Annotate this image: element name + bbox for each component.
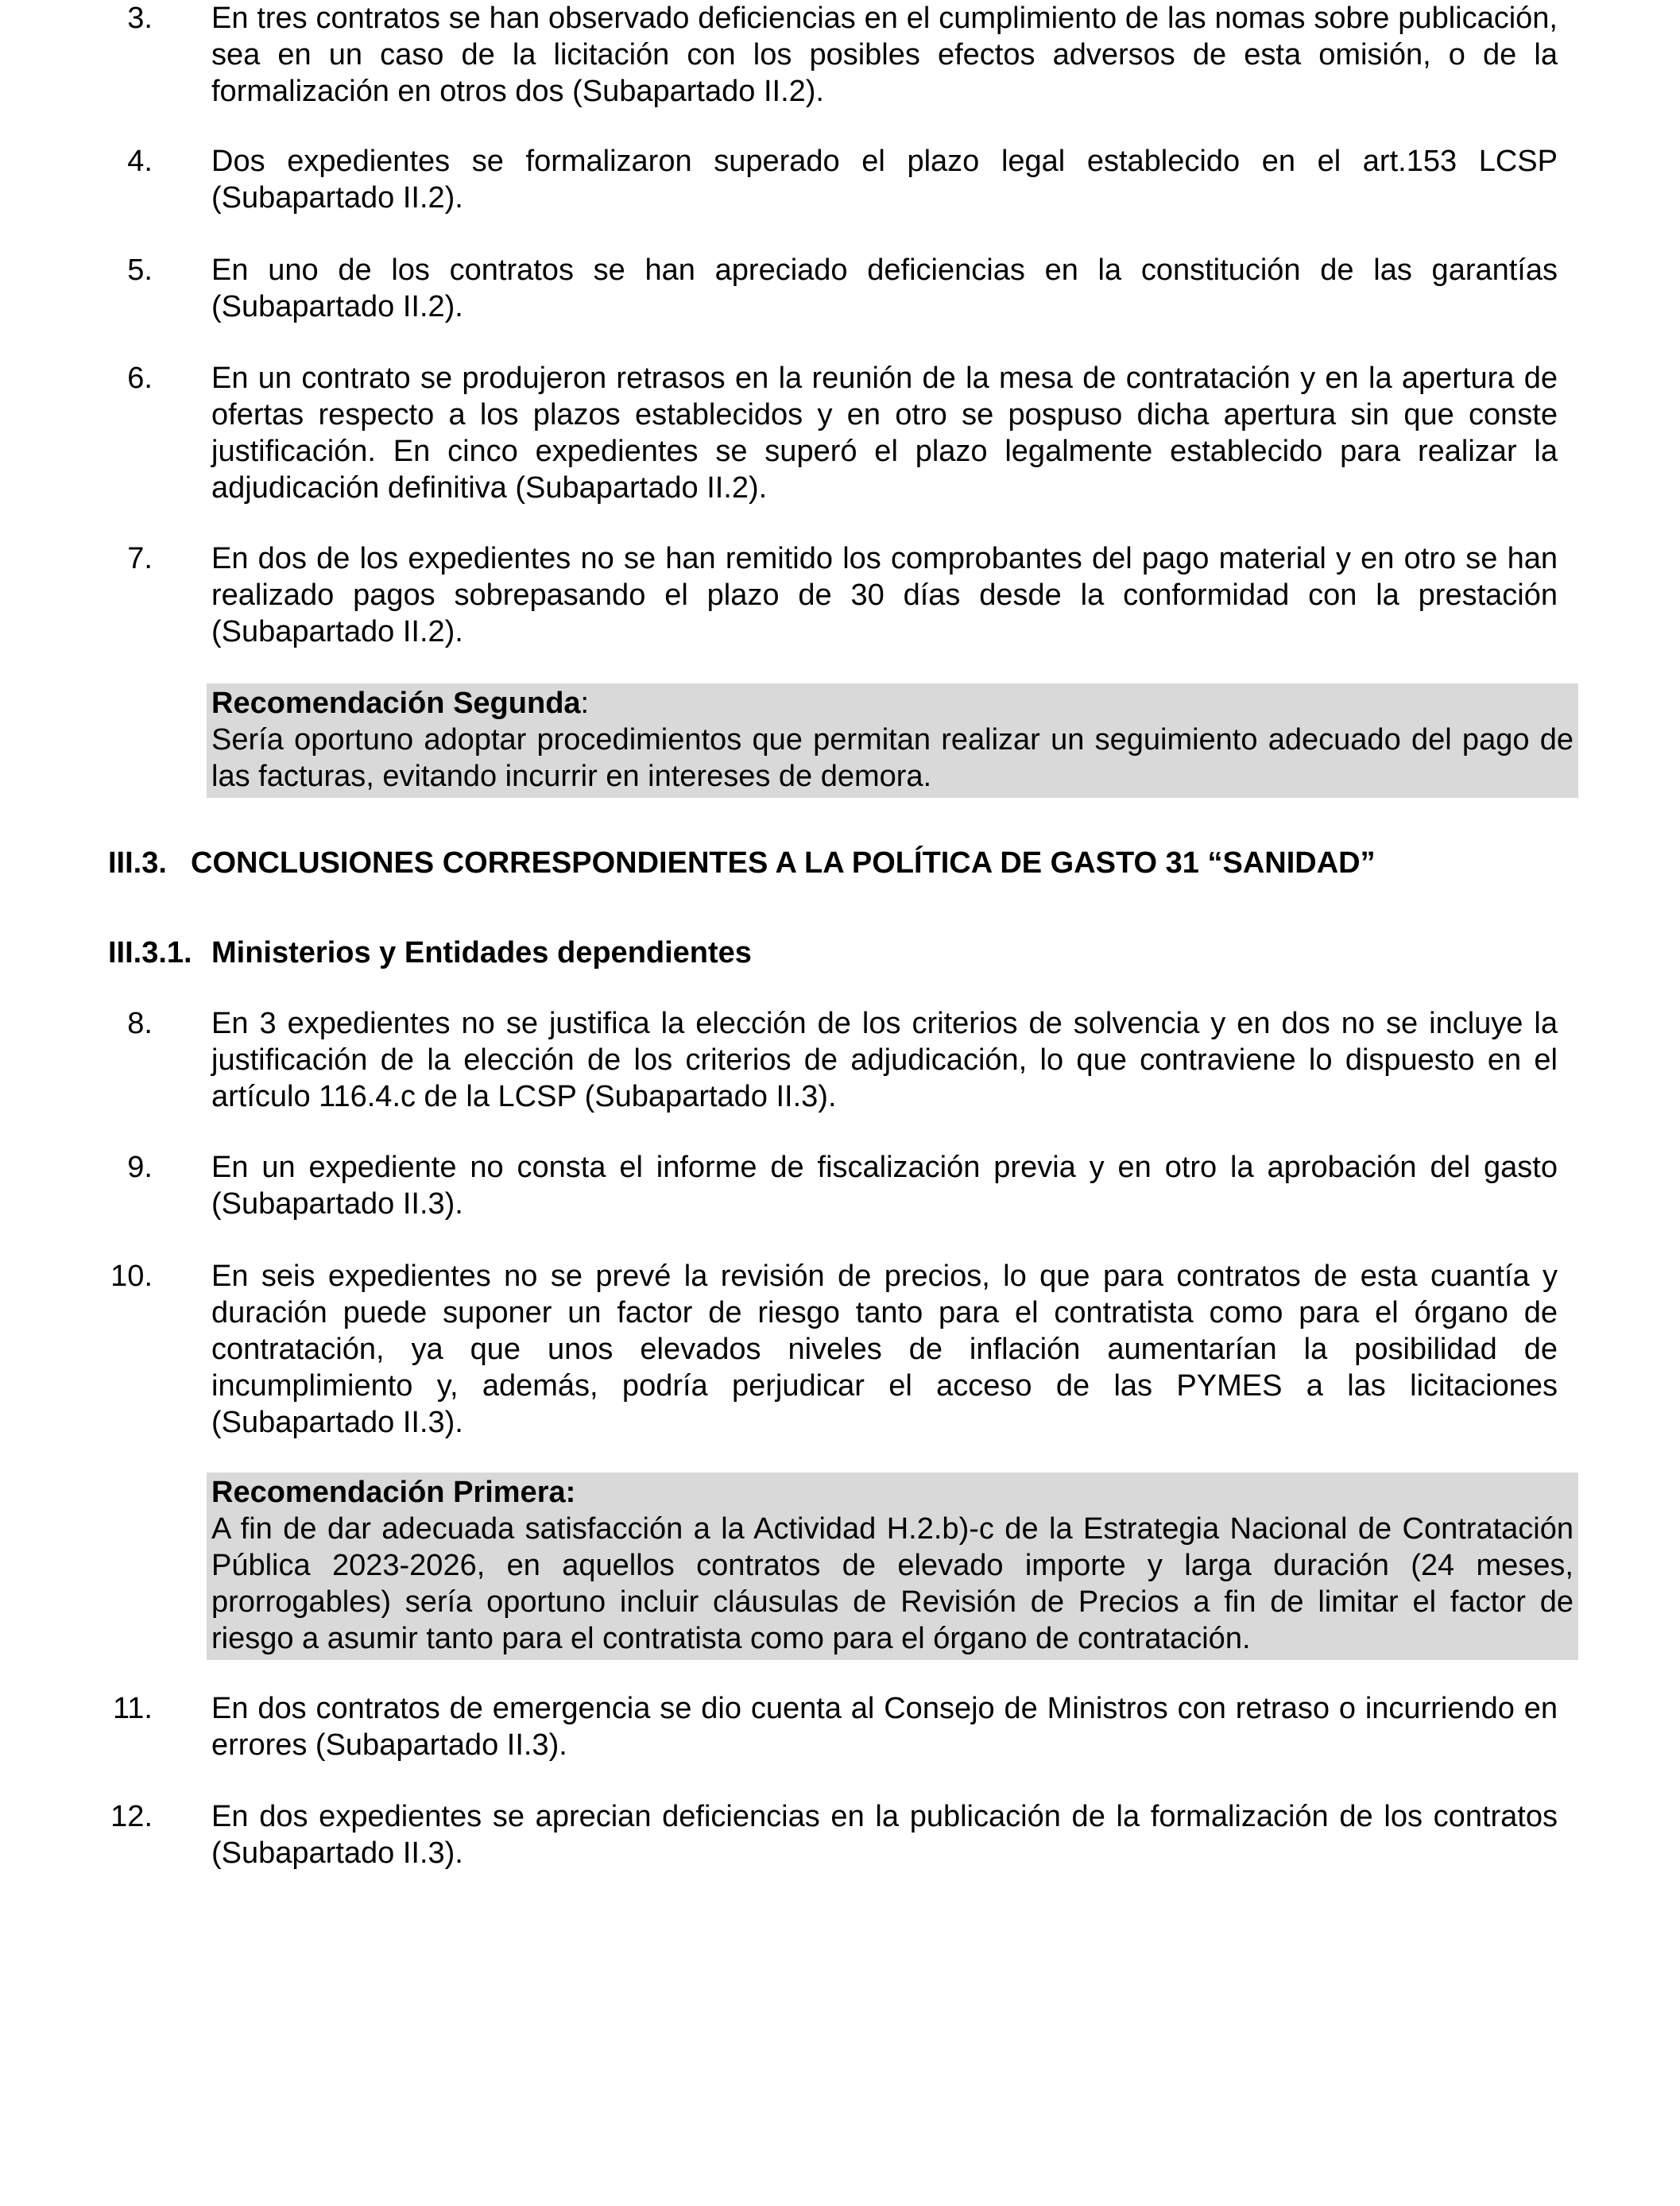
subsection-number: III.3.1.: [108, 936, 192, 969]
recommendation-title-colon: :: [580, 687, 590, 720]
list-item-number: 10.: [110, 1260, 153, 1293]
list-item-number: 5.: [127, 253, 153, 287]
list-item-number: 8.: [127, 1007, 153, 1040]
list-item-12: [110, 1798, 1558, 1871]
list-item-text: En dos de los expedientes no se han remitido los comprobantes del pago material y en otro se han realizado pagos sobrepasando el plazo de 30 días desde la conformidad con la prestación (Subapartado II.2).: [211, 542, 1558, 648]
list-item-text: Dos expedientes se formalizaron superado el plazo legal establecido en el art.153 LCSP (Subapartado II.2).: [211, 145, 1558, 215]
recommendation-title-text: Recomendación Segunda: [211, 687, 581, 720]
list-item-3: [127, 0, 1558, 110]
list-item-number: 6.: [127, 362, 153, 395]
subsection-title: Ministerios y Entidades dependientes: [211, 936, 752, 969]
list-item-number: 9.: [127, 1151, 153, 1184]
list-item-number: 11.: [112, 1692, 153, 1725]
list-item-number: 4.: [127, 145, 153, 178]
list-item-text: En un contrato se produjeron retrasos en la reunión de la mesa de contratación y en la apertura de ofertas respecto a los plazos establecidos y en otro se pospuso dicha apertura sin que conste justificación. En cinco expedientes se superó el plazo legalmente establecido para realizar la adjudicación definitiva (Subapartado II.2).: [211, 362, 1558, 505]
section-number: III.3.: [108, 846, 167, 880]
recommendation-box-primera: [207, 1473, 1578, 1660]
list-item-text: En tres contratos se han observado deficiencias en el cumplimiento de las nomas sobre publicación, sea en un caso de la licitación con los posibles efectos adversos de esta omisión, o de la formalización en otros dos (Subapartado II.2).: [211, 2, 1558, 108]
list-item-10: [110, 1258, 1558, 1441]
list-item-text: En 3 expedientes no se justifica la elección de los criterios de solvencia y en dos no se incluye la justificación de la elección de los criterios de adjudicación, lo que contraviene lo dispuesto en el artículo 116.4.c de la LCSP (Subapartado II.3).: [211, 1007, 1558, 1113]
list-item-number: 12.: [110, 1800, 153, 1833]
section-title: CONCLUSIONES CORRESPONDIENTES A LA POLÍTICA DE GASTO 31 “SANIDAD”: [191, 846, 1376, 880]
list-item-text: En uno de los contratos se han apreciado deficiencias en la constitución de las garantías (Subapartado II.2).: [211, 253, 1558, 323]
list-item-4: [127, 143, 1558, 216]
list-item-11: [112, 1690, 1558, 1763]
list-item-text: En dos contratos de emergencia se dio cuenta al Consejo de Ministros con retraso o incurriendo en errores (Subapartado II.3).: [211, 1692, 1558, 1762]
list-item-number: 7.: [127, 542, 153, 575]
list-item-text: En dos expedientes se aprecian deficiencias en la publicación de la formalización de los contratos (Subapartado II.3).: [211, 1800, 1558, 1870]
list-item-5: [127, 252, 1558, 325]
list-item-text: En un expediente no consta el informe de fiscalización previa y en otro la aprobación del gasto (Subapartado II.3).: [211, 1151, 1558, 1221]
recommendation-text: A fin de dar adecuada satisfacción a la Actividad H.2.b)-c de la Estrategia Nacional de Contratación Pública 2023-2026, en aquellos contratos de elevado importe y larga duración (24 meses, prorrogables) sería oportuno incluir cláusulas de Revisión de Precios a fin de limitar el factor de riesgo a asumir tanto para el contratista como para el órgano de contratación.: [211, 1512, 1574, 1655]
list-item-number: 3.: [127, 2, 153, 35]
recommendation-title: [211, 685, 1574, 722]
recommendation-box-segunda: [207, 683, 1578, 798]
list-item-text: En seis expedientes no se prevé la revisión de precios, lo que para contratos de esta cuantía y duración puede suponer un factor de riesgo tanto para el contratista como para el órgano de contratación, ya que unos elevados niveles de inflación aumentarían la posibilidad de incumplimiento y, además, podría perjudicar el acceso de las PYMES a las licitaciones (Subapartado II.3).: [211, 1260, 1558, 1439]
list-item-7: [127, 540, 1558, 650]
recommendation-text: Sería oportuno adoptar procedimientos que permitan realizar un seguimiento adecuado del pago de las facturas, evitando incurrir en intereses de demora.: [211, 723, 1574, 793]
list-item-8: [127, 1005, 1558, 1115]
recommendation-title: Recomendación Primera:: [211, 1476, 576, 1509]
list-item-6: [127, 360, 1558, 506]
list-item-9: [127, 1149, 1558, 1222]
